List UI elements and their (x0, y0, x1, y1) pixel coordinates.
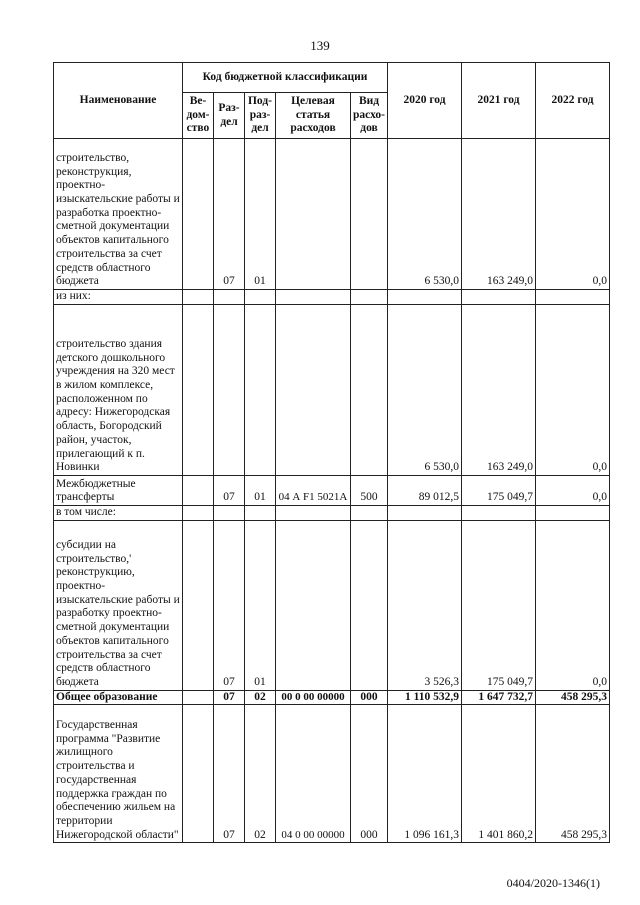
row-2022: 0,0 (536, 139, 610, 290)
row-razdel: 07 (214, 476, 245, 506)
col-header-2022: 2022 год (536, 63, 610, 139)
row-2021 (462, 506, 536, 521)
row-razdel: 07 (214, 520, 245, 690)
table-row (54, 520, 610, 690)
row-ved (183, 476, 214, 506)
row-razdel (214, 305, 245, 476)
row-podrazdel: 02 (245, 690, 276, 705)
row-razdel: 07 (214, 705, 245, 843)
row-2020: 1 096 161,3 (388, 705, 462, 843)
row-ved (183, 705, 214, 843)
table-row (54, 506, 610, 521)
table-row (54, 476, 610, 506)
row-celevaya (276, 520, 351, 690)
row-2020: 89 012,5 (388, 476, 462, 506)
row-2020 (388, 506, 462, 521)
row-2021: 163 249,0 (462, 139, 536, 290)
row-2020: 1 110 532,9 (388, 690, 462, 705)
row-razdel (214, 290, 245, 305)
table-row (54, 139, 610, 290)
row-2022 (536, 506, 610, 521)
row-2022: 0,0 (536, 305, 610, 476)
row-2021 (462, 290, 536, 305)
row-vid: 500 (351, 476, 388, 506)
row-2022: 458 295,3 (536, 705, 610, 843)
page-number: 139 (310, 38, 330, 53)
row-2020: 3 526,3 (388, 520, 462, 690)
row-2021: 175 049,7 (462, 520, 536, 690)
table-row (54, 705, 610, 843)
row-podrazdel (245, 305, 276, 476)
row-podrazdel (245, 506, 276, 521)
row-razdel: 07 (214, 690, 245, 705)
row-name: в том числе: (54, 506, 183, 521)
document-code: 0404/2020-1346(1) (506, 876, 600, 890)
header-row-top (54, 63, 610, 93)
row-podrazdel: 01 (245, 476, 276, 506)
col-header-podrazdel: Под-раз-дел (245, 93, 276, 139)
col-header-2021: 2021 год (462, 63, 536, 139)
row-vid: 000 (351, 690, 388, 705)
row-2022: 458 295,3 (536, 690, 610, 705)
row-podrazdel: 01 (245, 139, 276, 290)
row-2020 (388, 290, 462, 305)
col-header-razdel: Раз-дел (214, 93, 245, 139)
row-ved (183, 305, 214, 476)
col-header-vid: Вид расхо-дов (351, 93, 388, 139)
row-podrazdel: 02 (245, 705, 276, 843)
row-name: строительство здания детского дошкольного учреждения на 320 мест в жилом комплексе, расположенном по адресу: Нижегородская область, Богородский район, участок, прилегающий к п. Новинки (54, 305, 183, 476)
row-vid (351, 520, 388, 690)
row-celevaya (276, 290, 351, 305)
row-vid (351, 290, 388, 305)
budget-table (53, 62, 610, 843)
row-vid (351, 305, 388, 476)
col-header-celevaya: Целевая статья расходов (276, 93, 351, 139)
row-name: из них: (54, 290, 183, 305)
row-razdel (214, 506, 245, 521)
row-ved (183, 506, 214, 521)
row-ved (183, 690, 214, 705)
row-name: Государственная программа "Развитие жилищного строительства и государственная поддержка граждан по обеспечению жильем на территории Нижегородской области" (54, 705, 183, 843)
row-vid (351, 506, 388, 521)
row-name: субсидии на строительство,' реконструкцию, проектно-изыскательские работы и разработку проектно-сметной документации объектов капитального строительства за счет средств областного бюджета (54, 520, 183, 690)
row-celevaya (276, 506, 351, 521)
row-2021: 1 401 860,2 (462, 705, 536, 843)
table-row (54, 305, 610, 476)
row-2021: 163 249,0 (462, 305, 536, 476)
row-podrazdel (245, 290, 276, 305)
row-ved (183, 290, 214, 305)
row-2022 (536, 290, 610, 305)
row-celevaya: 04 А F1 5021А (276, 476, 351, 506)
col-header-vedomstvo: Ве-дом-ство (183, 93, 214, 139)
col-header-code-group: Код бюджетной классификации (183, 63, 388, 93)
row-celevaya: 00 0 00 00000 (276, 690, 351, 705)
row-2021: 175 049,7 (462, 476, 536, 506)
row-name: строительство, реконструкция, проектно-изыскательские работы и разработка проектно-сметной документации объектов капитального строительства за счет средств областного бюджета (54, 139, 183, 290)
row-ved (183, 139, 214, 290)
row-celevaya: 04 0 00 00000 (276, 705, 351, 843)
row-podrazdel: 01 (245, 520, 276, 690)
row-razdel: 07 (214, 139, 245, 290)
row-vid: 000 (351, 705, 388, 843)
row-2022: 0,0 (536, 476, 610, 506)
row-ved (183, 520, 214, 690)
row-2020: 6 530,0 (388, 305, 462, 476)
table-row (54, 290, 610, 305)
row-vid (351, 139, 388, 290)
row-celevaya (276, 305, 351, 476)
table-row-bold (54, 690, 610, 705)
col-header-name: Наименование (54, 63, 183, 139)
row-2020: 6 530,0 (388, 139, 462, 290)
col-header-2020: 2020 год (388, 63, 462, 139)
row-name: Общее образование (54, 690, 183, 705)
row-celevaya (276, 139, 351, 290)
row-2021: 1 647 732,7 (462, 690, 536, 705)
row-name: Межбюджетные трансферты (54, 476, 183, 506)
row-2022: 0,0 (536, 520, 610, 690)
